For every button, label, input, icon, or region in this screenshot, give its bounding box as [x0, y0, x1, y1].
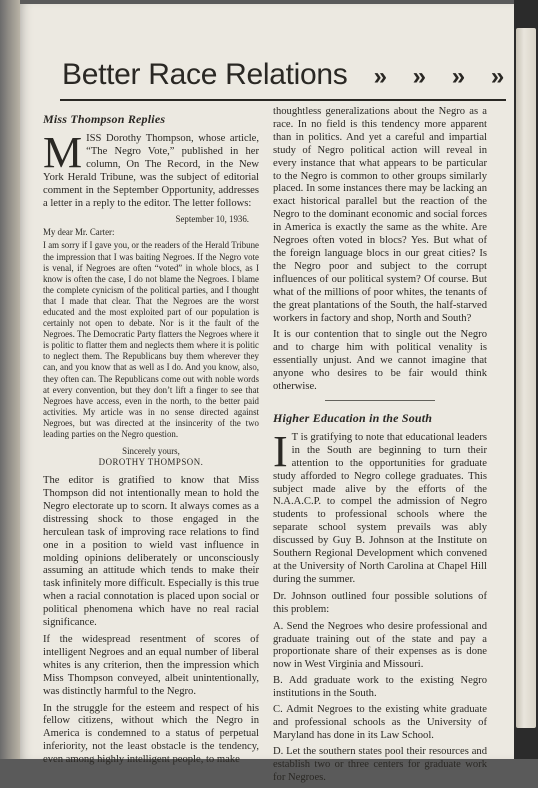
- article-title: Higher Education in the South: [273, 410, 433, 425]
- list-item: D. Let the southern states pool their resources and establish two or three centers for graduate work for Negroes.: [273, 745, 487, 783]
- chevron-ornament: »: [412, 63, 426, 90]
- book-edge-right: [514, 0, 538, 759]
- left-column: [43, 104, 259, 767]
- next-page-edge: [516, 28, 536, 728]
- list-item: A. Send the Negroes who desire professional and graduate training out of the state and pay a proportionate share of their expenses as is done now in West Virginia and Missouri.: [273, 620, 487, 671]
- intro-text: T is gratifying to note that educational leaders in the South are beginning to turn their attention to the opportunities for graduate study afforded to Negro college graduates. This subject made alive by the efforts of the N.A.A.C.P. to compel the admission of Negro students to professional schools where the separate school system prevails was ably discussed by Guy B. Johnson at the Institute on Southern Regional Development which convened at the University of North Carolina at Chapel Hill during the summer.: [273, 431, 487, 585]
- letter-signature: DOROTHY THOMPSON.: [98, 457, 204, 468]
- chevron-ornament: »: [373, 63, 387, 90]
- list-item: B. Add graduate work to the existing Negro institutions in the South.: [273, 675, 487, 700]
- drop-cap: I: [273, 426, 288, 476]
- article-title: Miss Thompson Replies: [43, 112, 166, 126]
- intro-paragraph: [273, 426, 487, 587]
- letter-body: I am sorry if I gave you, or the readers of the Herald Tribune the impression that I was baiting Negroes. If the Negro vote is venal, if Negroes are often “voted” in whole blocs, as I know is often the case, I do not blame the Negroes. I blame the complete cynicism of the political parties, and I thought that I made that clear. That the Negroes are the worst educated and the most exploited part of our population is certainly not open to debate. Nor is it the fault of the Negroes. The Democratic Party flatters the Negroes where it is politic to flatter them and neglects them where it is politic to neglect them. The Republicans buy them wherever they can, and you know that as well as I do. And you know, also, they often can. The Republicans come out with noble words at every convention, but they don’t lift a finger to see that Negroes have access, even in the north, to the better paid activities. My article was in no sense directed against Negroes, but was directed at the insincerity of the two leading parties on the Negro question.: [43, 240, 259, 440]
- section-heading: Better Race Relations: [62, 58, 348, 91]
- list-item: C. Admit Negroes to the existing white graduate and professional schools as the University of Maryland has done in its Law School.: [273, 704, 487, 741]
- letter-salutation: My dear Mr. Carter:: [43, 227, 115, 238]
- right-column: [273, 106, 487, 788]
- intro-text: ISS Dorothy Thompson, whose article, “The Negro Vote,” published in her column, On The Record, in the New York Herald Tribune, was the subject of editorial comment in the September Opportunity, addresses a letter in a reply to the editor. The letter follows:: [43, 133, 259, 209]
- book-gutter-left: [0, 0, 20, 759]
- drop-cap: M: [43, 128, 83, 177]
- header-rule: [60, 99, 506, 101]
- body-paragraph: In the struggle for the esteem and respect of his fellow citizens, without which the Negro in America is condemned to a status of perpetual inferiority, not the least obstacle is the tendency, even among highly intelligent people, to make: [43, 702, 259, 766]
- page-header: [62, 58, 512, 92]
- chevron-ornament: »: [490, 63, 504, 90]
- solutions-list: [273, 621, 487, 785]
- quoted-letter: [43, 214, 259, 467]
- letter-date: September 10, 1936.: [175, 214, 249, 225]
- body-paragraph: Dr. Johnson outlined four possible solutions of this problem:: [273, 590, 487, 615]
- body-paragraph-continued: thoughtless generalizations about the Negro as a race. In no field is this tendency more apparent than in politics. And yet a careful and impartial study of Negro political action will reveal in every instance that what appears to be particular to the Negro is common to other groups similarly placed. In some instances there may be lacking an exact historical parallel but the reaction of the Negro to the dominant economic and social forces in America is exactly the same as the white. Are Negroes often voted in blocs? Yes. But what of the foreign language blocs in our great cities? Is the Negro poor and subject to the corrupt influences of our political system? Of course. But what of the millions of poor whites, the tenants of the great plantations of the South, the half-starved workers in factory and shop, North and South?: [273, 106, 487, 324]
- body-paragraph: If the widespread resentment of scores of intelligent Negroes and an equal number of liberal whites is any criterion, then the impression which Miss Thompson conveyed, albeit unintentionally, was distinctly harmful to the Negro.: [43, 634, 259, 697]
- letter-closing: Sincerely yours,: [122, 446, 180, 457]
- intro-paragraph: [43, 128, 259, 210]
- body-paragraph: The editor is gratified to know that Miss Thompson did not intentionally mean to hold the Negro electorate up to scorn. It always comes as a distressing shock to those engaged in the herculean task of improving race relations to find one in a position to wield vast influence in molding opinions deliberately or unconsciously assuming an attitude which tends to make their task infinitely more difficult. Especially is this true when a racial connotation is placed upon social or political phenomena which have no real racial significance.: [43, 475, 259, 629]
- chevron-ornament: »: [451, 63, 465, 90]
- section-separator: [325, 400, 435, 401]
- body-paragraph: It is our contention that to single out the Negro and to charge him with political venality is essentially unjust. And we cannot imagine that anyone who desires to be fair would think otherwise.: [273, 329, 487, 393]
